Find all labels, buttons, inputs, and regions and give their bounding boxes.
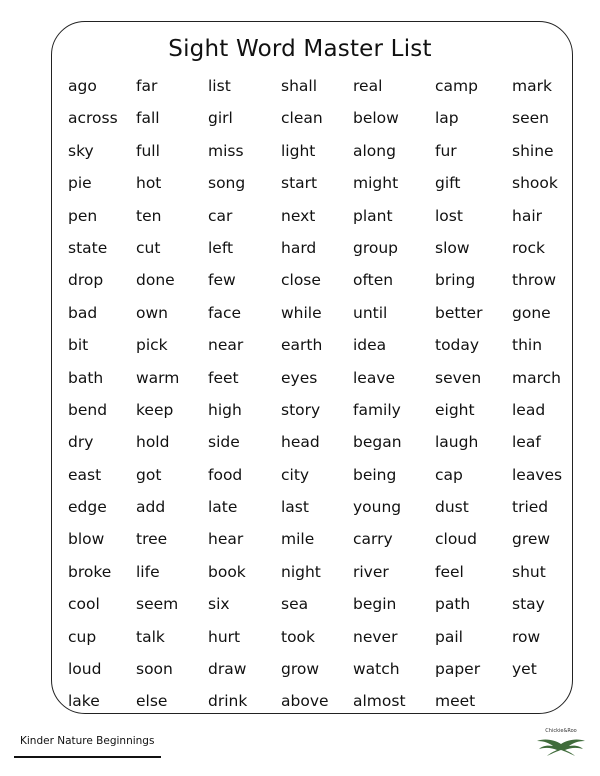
- sight-word: leaves: [512, 465, 563, 484]
- sight-word: bit: [68, 336, 89, 355]
- word-row: [68, 141, 568, 173]
- sight-word: might: [353, 174, 399, 193]
- sight-word: close: [281, 271, 321, 290]
- sight-word: light: [281, 141, 316, 160]
- sight-word: below: [353, 109, 399, 128]
- sight-word: hold: [136, 433, 170, 452]
- sight-word: dust: [435, 498, 469, 517]
- word-row: [68, 562, 568, 594]
- sight-word: young: [353, 498, 402, 517]
- sight-word: soon: [136, 660, 173, 679]
- word-row: [68, 594, 568, 626]
- sight-word: tree: [136, 530, 168, 549]
- sight-word: path: [435, 595, 471, 614]
- sight-word: river: [353, 562, 389, 581]
- sight-word: carry: [353, 530, 393, 549]
- sight-word: seen: [512, 109, 549, 128]
- sight-word: pen: [68, 206, 98, 225]
- sight-word: row: [512, 627, 541, 646]
- sight-word: loud: [68, 660, 102, 679]
- sight-word: lost: [435, 206, 463, 225]
- sight-word: rock: [512, 238, 546, 257]
- sight-word: mark: [512, 77, 552, 95]
- sight-word: ago: [68, 77, 97, 95]
- sight-word: eight: [435, 400, 475, 419]
- sight-word: fur: [435, 141, 457, 160]
- sight-word: car: [208, 206, 233, 225]
- word-row: [68, 691, 568, 723]
- sight-word: ten: [136, 206, 162, 225]
- sight-word: sea: [281, 595, 309, 614]
- sight-word: done: [136, 271, 175, 290]
- sight-word: thin: [512, 336, 543, 355]
- sight-word: took: [281, 627, 316, 646]
- sight-word: food: [208, 465, 243, 484]
- sight-word: high: [208, 400, 242, 419]
- sight-word: lap: [435, 109, 459, 128]
- logo-text: Chickie&Roo: [545, 728, 577, 734]
- sight-word: yet: [512, 660, 537, 679]
- sight-word: shine: [512, 141, 554, 160]
- sight-word: cloud: [435, 530, 477, 549]
- sight-word: sky: [68, 141, 94, 160]
- sight-word: state: [68, 238, 108, 257]
- sight-word: feel: [435, 562, 464, 581]
- sight-word: drink: [208, 692, 248, 711]
- sight-word: story: [281, 400, 321, 419]
- sight-word: dry: [68, 433, 94, 452]
- sight-word: seem: [136, 595, 179, 614]
- page-title: Sight Word Master List: [168, 36, 432, 62]
- sight-word: cool: [68, 595, 100, 614]
- sight-word: blow: [68, 530, 105, 549]
- word-row: [68, 368, 568, 400]
- sight-word: today: [435, 336, 480, 355]
- sight-word: six: [208, 595, 230, 614]
- word-row: [68, 400, 568, 432]
- sight-word: above: [281, 692, 329, 711]
- sight-word: clean: [281, 109, 323, 128]
- word-grid: [68, 76, 568, 724]
- sight-word: pail: [435, 627, 463, 646]
- sight-word: plant: [353, 206, 393, 225]
- footer-underline: [14, 756, 161, 758]
- sight-word: mile: [281, 530, 315, 549]
- sight-word: cap: [435, 465, 463, 484]
- sight-word: side: [208, 433, 240, 452]
- sight-word: last: [281, 498, 309, 517]
- sight-word: hair: [512, 206, 543, 225]
- sight-word: pie: [68, 174, 92, 193]
- sight-word: got: [136, 465, 162, 484]
- sight-word: meet: [435, 692, 476, 711]
- sight-word: book: [208, 562, 246, 581]
- sight-word: begin: [353, 595, 397, 614]
- sight-word: while: [281, 303, 322, 322]
- sight-word: full: [136, 141, 160, 160]
- sight-word: camp: [435, 77, 478, 95]
- sight-word: bring: [435, 271, 476, 290]
- sight-word: leave: [353, 368, 396, 387]
- sight-word: else: [136, 692, 168, 711]
- word-row: [68, 659, 568, 691]
- sight-word: family: [353, 400, 401, 419]
- footer-brand: Kinder Nature Beginnings: [20, 735, 155, 747]
- sight-word: talk: [136, 627, 165, 646]
- sight-word: eyes: [281, 368, 318, 387]
- sight-word: hurt: [208, 627, 241, 646]
- word-row: [68, 303, 568, 335]
- sight-word: life: [136, 562, 160, 581]
- sight-word: began: [353, 433, 402, 452]
- sight-word: city: [281, 465, 310, 484]
- sight-word: start: [281, 174, 318, 193]
- sight-word: gone: [512, 303, 551, 322]
- word-row: [68, 497, 568, 529]
- sight-word: paper: [435, 660, 481, 679]
- sight-word: earth: [281, 336, 323, 355]
- sight-word: song: [208, 174, 246, 193]
- sight-word: across: [68, 109, 118, 128]
- sight-word: shall: [281, 77, 318, 95]
- sight-word: broke: [68, 562, 112, 581]
- sight-word: lake: [68, 692, 100, 711]
- sight-word: bath: [68, 368, 104, 387]
- sight-word: edge: [68, 498, 107, 517]
- sight-word: drop: [68, 271, 104, 290]
- sight-word: laugh: [435, 433, 479, 452]
- word-row: [68, 173, 568, 205]
- word-row: [68, 206, 568, 238]
- sight-word: miss: [208, 141, 244, 160]
- sight-word: night: [281, 562, 321, 581]
- word-row: [68, 432, 568, 464]
- word-row: [68, 465, 568, 497]
- sight-word: shut: [512, 562, 546, 581]
- sight-word: watch: [353, 660, 400, 679]
- sight-word: late: [208, 498, 238, 517]
- sight-word: hot: [136, 174, 162, 193]
- sight-word: face: [208, 303, 242, 322]
- sight-word: along: [353, 141, 396, 160]
- sight-word: never: [353, 627, 398, 646]
- word-row: [68, 529, 568, 561]
- sight-word: bad: [68, 303, 98, 322]
- sight-word: group: [353, 238, 399, 257]
- sight-word: leaf: [512, 433, 541, 452]
- sight-word: list: [208, 77, 231, 95]
- sight-word: grow: [281, 660, 320, 679]
- sight-word: girl: [208, 109, 233, 128]
- sight-word: tried: [512, 498, 549, 517]
- sight-word: few: [208, 271, 236, 290]
- word-row: [68, 238, 568, 270]
- sight-word: keep: [136, 400, 174, 419]
- word-row: [68, 627, 568, 659]
- sight-word: bend: [68, 400, 108, 419]
- sight-word: being: [353, 465, 397, 484]
- sight-word: seven: [435, 368, 482, 387]
- word-row: [68, 108, 568, 140]
- sight-word: throw: [512, 271, 557, 290]
- sight-word: often: [353, 271, 394, 290]
- chickie-roo-logo: [535, 728, 587, 758]
- sight-word: draw: [208, 660, 247, 679]
- sight-word: left: [208, 238, 234, 257]
- sight-word: head: [281, 433, 320, 452]
- sight-word: shook: [512, 174, 558, 193]
- sight-word: feet: [208, 368, 239, 387]
- word-row: [68, 76, 568, 108]
- sight-word: cup: [68, 627, 97, 646]
- sight-word: cut: [136, 238, 161, 257]
- sight-word: march: [512, 368, 561, 387]
- sight-word: real: [353, 77, 383, 95]
- word-row: [68, 335, 568, 367]
- word-row: [68, 270, 568, 302]
- sight-word: idea: [353, 336, 387, 355]
- sight-word: gift: [435, 174, 461, 193]
- sight-word: own: [136, 303, 168, 322]
- sight-word: near: [208, 336, 244, 355]
- sight-word: slow: [435, 238, 470, 257]
- sight-word: almost: [353, 692, 406, 711]
- sight-word: until: [353, 303, 388, 322]
- sight-word: hear: [208, 530, 244, 549]
- sight-word: better: [435, 303, 483, 322]
- sight-word: pick: [136, 336, 168, 355]
- sight-word: warm: [136, 368, 180, 387]
- sight-word: stay: [512, 595, 545, 614]
- sight-word: hard: [281, 238, 317, 257]
- sight-word: add: [136, 498, 166, 517]
- sight-word: next: [281, 206, 316, 225]
- sight-word: fall: [136, 109, 160, 128]
- sight-word: east: [68, 465, 102, 484]
- sight-word: grew: [512, 530, 551, 549]
- sight-word: far: [136, 77, 158, 95]
- sight-word: lead: [512, 400, 546, 419]
